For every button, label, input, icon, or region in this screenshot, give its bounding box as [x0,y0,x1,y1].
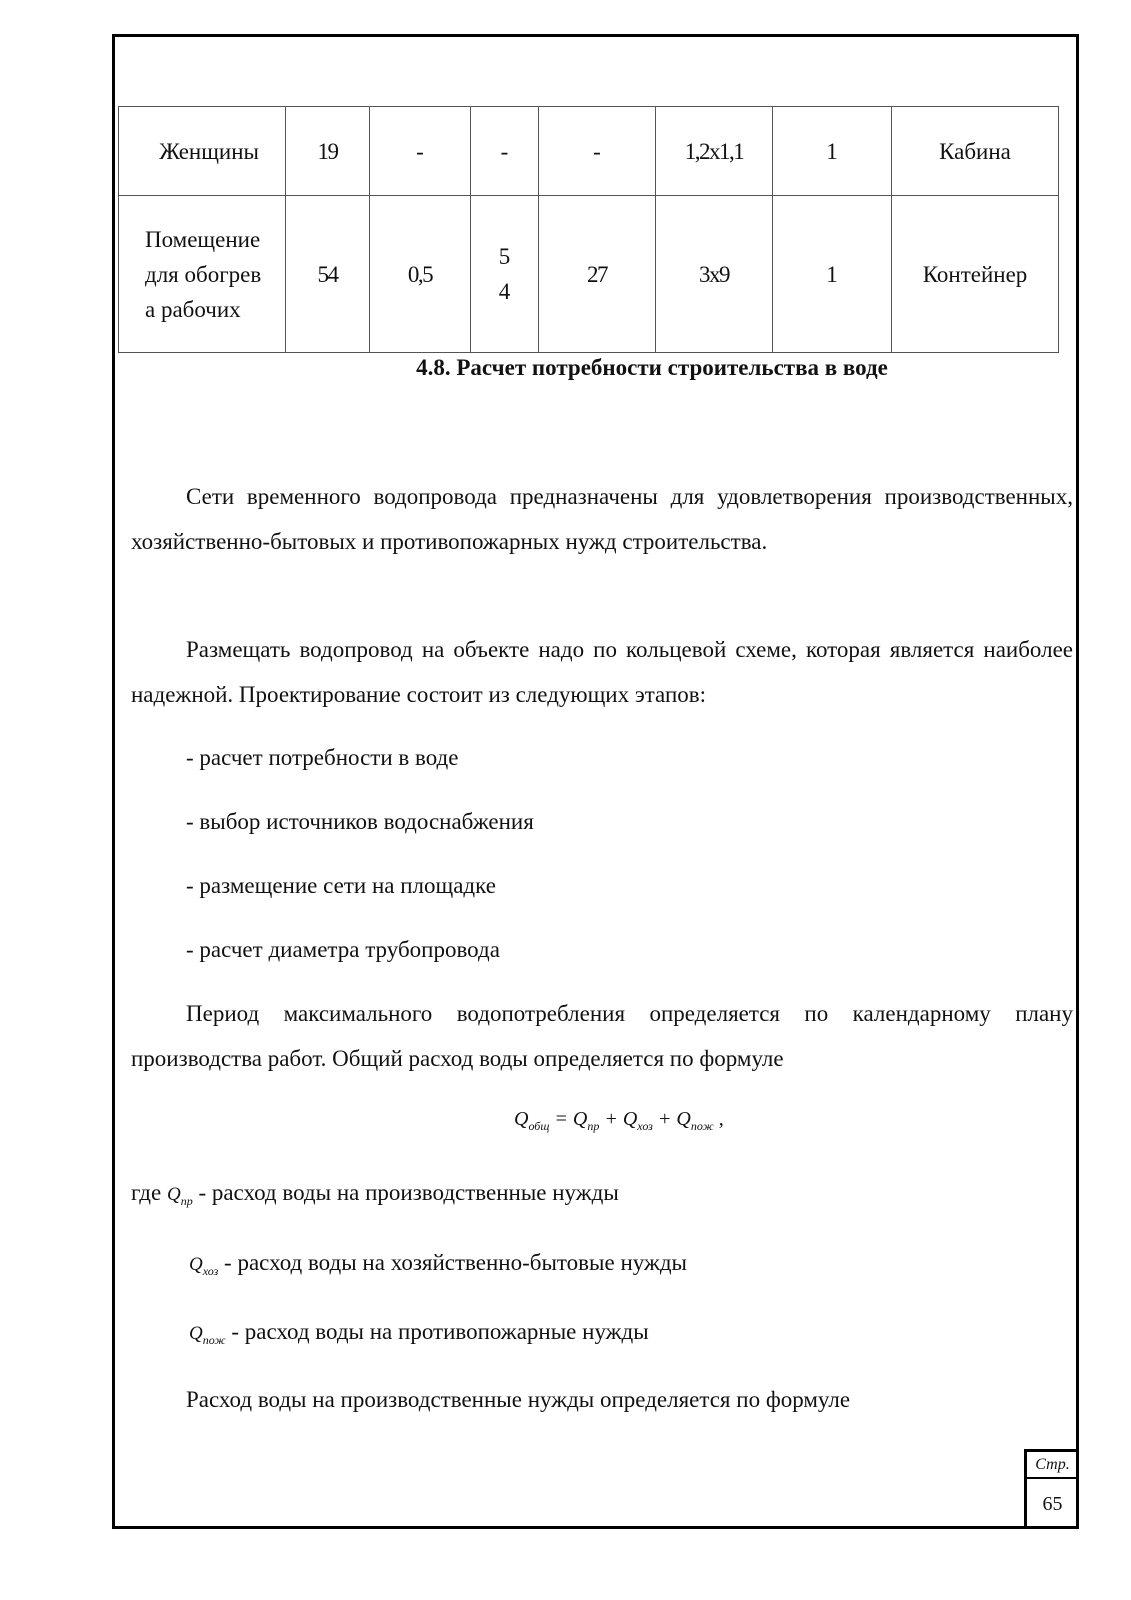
total-water-formula: $Q_{общ} = Q_{пр} + Q_{хоз} + Q_{пож}$ , [514,1108,724,1133]
table-cell: 54 [286,196,370,353]
section-heading: 4.8. Расчет потребности строительства в воде [416,355,888,380]
page-number: 65 [1042,1493,1063,1515]
definition-fire: $Q_{пож}$ - расход воды на противопожарные нужды [189,1319,649,1347]
step-item: - выбор источников водоснабжения [186,809,534,834]
table-cell: Контейнер [892,196,1059,353]
table-cell: 1,2х1,1 [656,107,773,196]
symbol-q-pr: $Q_{пр}$ [166,1184,193,1208]
paragraph-layout: Размещать водопровод на объекте надо по кольцевой схеме, которая является наиболее надежной. Проектирование состоит из следующих этапов: [131,637,1073,707]
symbol-q-pozh: $Q_{пож}$ [189,1323,226,1347]
step-item: - расчет диаметра трубопровода [186,937,500,962]
table-cell: Помещение для обогрева рабочих [119,196,286,353]
symbol-q-hoz: $Q_{хоз}$ [189,1254,219,1278]
table-cell: 27 [539,196,656,353]
facilities-table [118,106,1059,353]
table-cell: - [471,107,539,196]
definition-production: где $Q_{пр}$ - расход воды на производственные нужды [131,1180,619,1208]
table-cell: Кабина [892,107,1059,196]
table-row [119,107,1059,196]
table-cell: - [370,107,471,196]
page-label: Стр. [1027,1452,1078,1479]
table-cell: - [539,107,656,196]
table-cell: Женщины [119,107,286,196]
page-number-stamp [1024,1449,1078,1529]
paragraph-closing: Расход воды на производственные нужды определяется по формуле [186,1387,851,1412]
paragraph-period: Период максимального водопотребления определяется по календарному плану производства работ. Общий расход воды определяется по формуле [131,1001,1073,1071]
table-cell: 3х9 [656,196,773,353]
step-item: - расчет потребности в воде [186,745,459,770]
table-cell: 0,5 [370,196,471,353]
step-item: - размещение сети на площадке [186,873,496,898]
table-cell: 54 [471,196,539,353]
definition-household: $Q_{хоз}$ - расход воды на хозяйственно-бытовые нужды [189,1250,687,1278]
table-row [119,196,1059,353]
table-cell: 1 [773,196,892,353]
table-cell: 19 [286,107,370,196]
table-cell: 1 [773,107,892,196]
paragraph-networks: Сети временного водопровода предназначены для удовлетворения производственных, хозяйственно-бытовых и противопожарных нужд строительства. [131,484,1073,554]
